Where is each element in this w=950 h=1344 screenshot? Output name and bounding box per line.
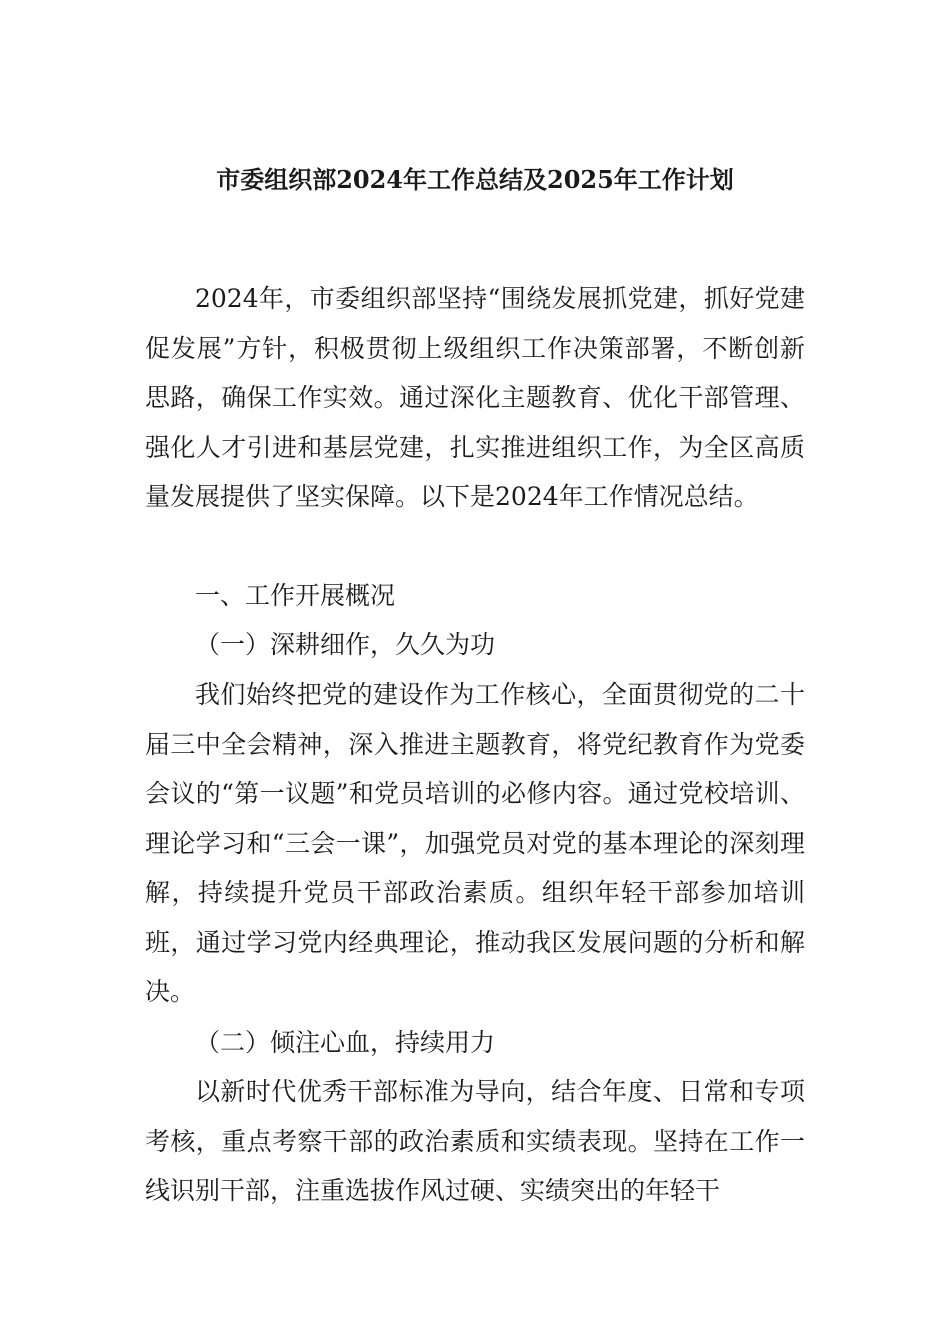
- document-title: 市委组织部2024年工作总结及2025年工作计划: [216, 165, 734, 194]
- subsection-2-paragraph: 以新时代优秀干部标准为导向，结合年度、日常和专项考核，重点考察干部的政治素质和实绩表现。坚持在工作一线识别干部，注重选拔作风过硬、实绩突出的年轻干: [145, 1077, 805, 1205]
- section-heading-1: 一、工作开展概况: [195, 581, 396, 610]
- subsection-heading-1: （一）深耕细作，久久为功: [195, 630, 496, 659]
- subsection-1-paragraph: 我们始终把党的建设作为工作核心，全面贯彻党的二十届三中全会精神，深入推进主题教育，将党纪教育作为党委会议的“第一议题”和党员培训的必修内容。通过党校培训、理论学习和“三会一课”，加强党员对党的基本理论的深刻理解，持续提升党员干部政治素质。组织年轻干部参加培训班，通过学习党内经典理论，推动我区发展问题的分析和解决。: [145, 680, 805, 1006]
- intro-paragraph: 2024年，市委组织部坚持“围绕发展抓党建，抓好党建促发展”方针，积极贯彻上级组织工作决策部署，不断创新思路，确保工作实效。通过深化主题教育、优化干部管理、强化人才引进和基层党建，扎实推进组织工作，为全区高质量发展提供了坚实保障。以下是2024年工作情况总结。: [145, 284, 805, 511]
- subsection-heading-2: （二）倾注心血，持续用力: [195, 1028, 496, 1057]
